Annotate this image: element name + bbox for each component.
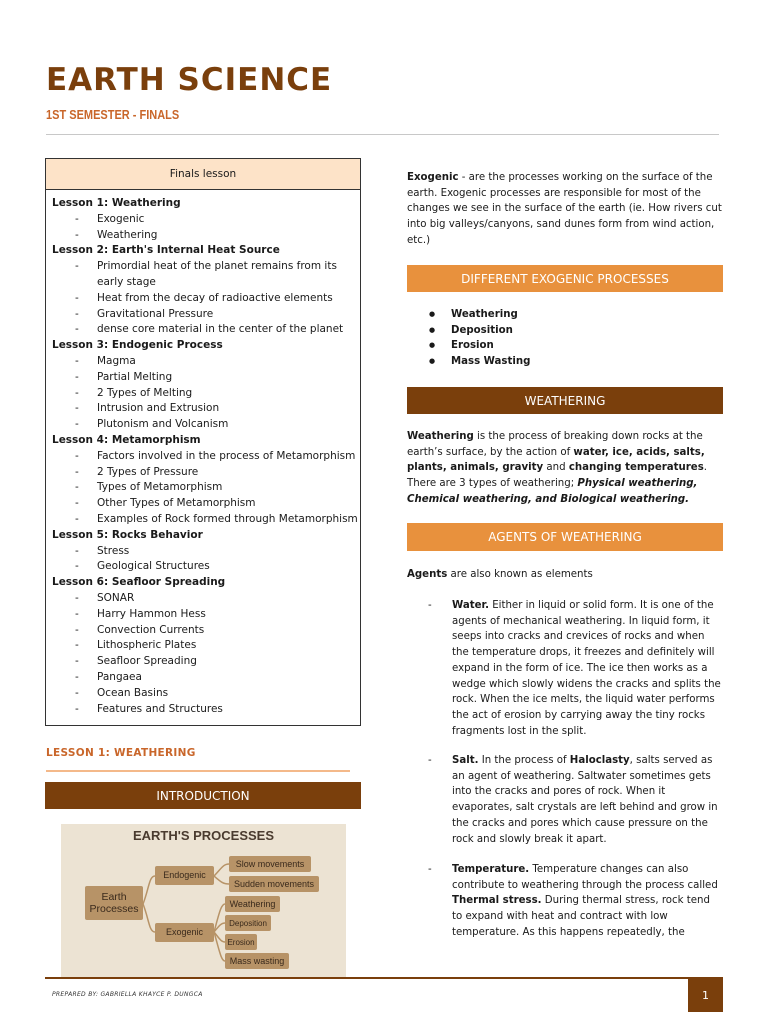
- toc-subtopic: - Heat from the decay of radioactive elements: [52, 291, 360, 307]
- temperature-label: Temperature.: [452, 864, 530, 875]
- toc-subtopic: - Other Types of Metamorphism: [52, 496, 360, 512]
- salt-label: Salt.: [452, 755, 479, 766]
- list-dash: -: [428, 755, 432, 766]
- toc-lesson-title: Lesson 3: Endogenic Process: [52, 339, 223, 352]
- list-dash: -: [428, 600, 432, 611]
- toc-subtopic: - SONAR: [52, 591, 360, 607]
- agent-temperature: [429, 862, 721, 941]
- water-label: Water.: [452, 600, 489, 611]
- toc-subtopic: - 2 Types of Pressure: [52, 465, 360, 481]
- weathering-bar: WEATHERING: [407, 387, 723, 414]
- weathering-text-2: and: [543, 462, 569, 474]
- toc-subtopic: - Pangaea: [52, 670, 360, 686]
- toc-subtopic: - Convection Currents: [52, 623, 360, 639]
- toc-lesson-title: Lesson 6: Seafloor Spreading: [52, 576, 226, 589]
- document-subtitle: 1ST SEMESTER - FINALS: [46, 108, 180, 122]
- salt-text-2: , salts served as an agent of weathering. Saltwater sometimes gets into the cracks and pores of rock. When it evaporates, salt crystals are left behind and grow in the cracks and pores which cause pressure on the rock and slowly break it apart.: [452, 755, 718, 845]
- toc-subtopic: - 2 Types of Melting: [52, 386, 360, 402]
- temperature-text-2: During thermal stress, rock tend to expand with heat and contract with low temperature. As this happens repeatedly, the: [452, 895, 710, 938]
- toc-subtopic: - Exogenic: [52, 212, 360, 228]
- sudden-movements-node: Sudden movements: [229, 876, 319, 892]
- introduction-bar: INTRODUCTION: [45, 782, 361, 809]
- agents-intro-text: are also known as elements: [447, 569, 593, 580]
- toc-lesson-title: Lesson 1: Weathering: [52, 197, 181, 209]
- table-heading: Finals lesson: [46, 159, 360, 190]
- weathering-paragraph: [407, 429, 723, 508]
- earth-processes-diagram: [61, 824, 346, 978]
- lesson-list: [46, 190, 360, 717]
- exogenic-definition: - are the processes working on the surface of the earth. Exogenic processes are responsible for most of the changes we see in the surface of the earth (ie. How rivers cut into big valleys/canyons, sand dunes form from wind action, etc.): [407, 172, 722, 246]
- toc-subtopic: - Ocean Basins: [52, 686, 360, 702]
- toc-subtopic: - Stress: [52, 544, 360, 560]
- toc-subtopic: - dense core material in the center of the planet: [52, 322, 360, 338]
- toc-subtopic: - Lithospheric Plates: [52, 638, 360, 654]
- footer-divider: [45, 977, 723, 979]
- agents-of-weathering-bar: AGENTS OF WEATHERING: [407, 523, 723, 551]
- toc-subtopic: - Examples of Rock formed through Metamorphism: [52, 512, 360, 528]
- process-item: ● Deposition: [425, 323, 530, 339]
- toc-subtopic: - Weathering: [52, 228, 360, 244]
- exogenic-paragraph: [407, 170, 723, 249]
- header-divider: [46, 134, 719, 135]
- toc-lesson-title: Lesson 4: Metamorphism: [52, 433, 201, 446]
- prepared-by: PREPARED BY: GABRIELLA KHAYCE P. DUNGCA: [52, 991, 203, 998]
- process-item: ● Mass Wasting: [425, 354, 530, 370]
- mass-wasting-node: Mass wasting: [225, 953, 289, 969]
- exogenic-term: Exogenic: [407, 172, 459, 183]
- toc-subtopic: - Seafloor Spreading: [52, 654, 360, 670]
- page-number: 1: [688, 979, 723, 1012]
- toc-subtopic: - Intrusion and Extrusion: [52, 401, 360, 417]
- toc-subtopic: - Types of Metamorphism: [52, 480, 360, 496]
- toc-subtopic: - Plutonism and Volcanism: [52, 417, 360, 433]
- agents-intro: [407, 567, 723, 583]
- toc-subtopic: - Factors involved in the process of Metamorphism: [52, 449, 360, 465]
- water-text: Either in liquid or solid form. It is one of the agents of mechanical weathering. In liquid form, it seeps into cracks and crevices of rocks and when the temperature drops, it freezes and definitely will expand in the form of ice. The ice then works as a wedge which slowly widens the cracks and splits the rock. When the ice melts, the liquid water performs the act of erosion by carrying away the tiny rocks fragments lost in the split.: [452, 600, 721, 737]
- process-item: ● Erosion: [425, 338, 530, 354]
- weathering-agents-list: water, ice, acids, salts, plants, animals, gravity: [407, 446, 705, 474]
- document-title: EARTH SCIENCE: [46, 62, 333, 98]
- root-node: Earth Processes: [85, 886, 143, 920]
- weathering-term: Weathering: [407, 431, 474, 442]
- exogenic-node: Exogenic: [155, 923, 214, 942]
- diagram-title: EARTH'S PROCESSES: [132, 828, 275, 843]
- exogenic-processes-list: [425, 307, 530, 370]
- weathering-types: Physical weathering, Chemical weathering, and Biological weathering.: [407, 478, 698, 505]
- agent-water: [429, 598, 721, 739]
- lesson-1-heading: LESSON 1: WEATHERING: [46, 747, 196, 759]
- process-item: ● Weathering: [425, 307, 530, 323]
- erosion-node: Erosion: [225, 934, 257, 950]
- weathering-text-3: . There are 3 types of weathering;: [407, 462, 708, 490]
- toc-lesson-title: Lesson 5: Rocks Behavior: [52, 528, 203, 541]
- toc-subtopic: - Magma: [52, 354, 360, 370]
- toc-subtopic: - Primordial heat of the planet remains from its early stage: [52, 259, 360, 291]
- endogenic-node: Endogenic: [155, 866, 214, 885]
- toc-subtopic: - Geological Structures: [52, 559, 360, 575]
- slow-movements-node: Slow movements: [229, 856, 311, 872]
- temperature-text-1: Temperature changes can also contribute to weathering through the process called: [452, 864, 718, 891]
- toc-subtopic: - Partial Melting: [52, 370, 360, 386]
- list-dash: -: [428, 864, 432, 875]
- toc-lesson-title: Lesson 2: Earth's Internal Heat Source: [52, 244, 280, 257]
- lesson-1-underline: [46, 770, 350, 772]
- exogenic-processes-bar: DIFFERENT EXOGENIC PROCESSES: [407, 265, 723, 292]
- haloclasty-term: Haloclasty: [569, 755, 630, 766]
- deposition-node: Deposition: [225, 915, 271, 931]
- agents-term: Agents: [407, 569, 448, 580]
- toc-subtopic: - Features and Structures: [52, 702, 360, 718]
- agent-salt: [429, 753, 721, 847]
- salt-text-1: In the process of: [478, 755, 570, 766]
- weathering-temperatures: changing temperatures: [568, 462, 704, 474]
- toc-subtopic: - Gravitational Pressure: [52, 307, 360, 323]
- thermal-stress-term: Thermal stress.: [452, 895, 542, 907]
- finals-lesson-table: [45, 158, 361, 726]
- weathering-text-1: is the process of breaking down rocks at the earth’s surface, by the action of: [407, 431, 703, 458]
- toc-subtopic: - Harry Hammon Hess: [52, 607, 360, 623]
- weathering-node: Weathering: [225, 896, 280, 912]
